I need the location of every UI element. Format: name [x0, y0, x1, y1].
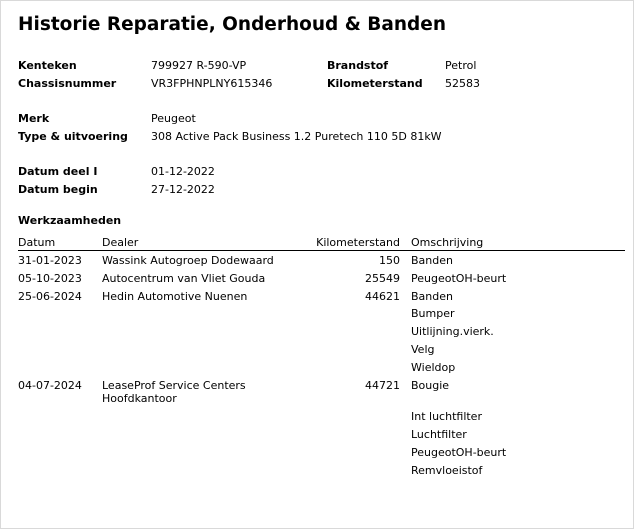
col-header-omschrijving: Omschrijving [411, 236, 484, 249]
row4-item: Luchtfilter [411, 428, 467, 441]
row3-item: Uitlijning.vierk. [411, 325, 494, 338]
row2-dealer: Autocentrum van Vliet Gouda [102, 272, 266, 285]
row3-item: Wieldop [411, 361, 456, 374]
row1-dealer: Wassink Autogroep Dodewaard [102, 254, 274, 267]
brandstof-value: Petrol [445, 59, 477, 72]
row4-km: 44721 [365, 379, 400, 392]
row3-km: 44621 [365, 290, 400, 303]
row3-dealer: Hedin Automotive Nuenen [102, 290, 248, 303]
header-divider [18, 250, 625, 251]
page-title: Historie Reparatie, Onderhoud & Banden [18, 14, 447, 35]
row1-item: Banden [411, 254, 453, 267]
datum-begin-value: 27-12-2022 [151, 183, 215, 196]
row2-datum: 05-10-2023 [18, 272, 82, 285]
kenteken-label: Kenteken [18, 59, 77, 72]
datum-deel-value: 01-12-2022 [151, 165, 215, 178]
col-header-dealer: Dealer [102, 236, 139, 249]
col-header-kilometerstand: Kilometerstand [316, 236, 400, 249]
row4-datum: 04-07-2024 [18, 379, 82, 392]
werkzaamheden-heading: Werkzaamheden [18, 214, 122, 227]
row2-km: 25549 [365, 272, 400, 285]
chassis-label: Chassisnummer [18, 77, 117, 90]
row1-km: 150 [379, 254, 400, 267]
type-value: 308 Active Pack Business 1.2 Puretech 110 5D 81kW [151, 130, 442, 143]
col-header-datum: Datum [18, 236, 56, 249]
row4-dealer-line1: LeaseProf Service Centers [102, 379, 246, 392]
datum-begin-label: Datum begin [18, 183, 98, 196]
kilometerstand-value: 52583 [445, 77, 480, 90]
row1-datum: 31-01-2023 [18, 254, 82, 267]
row4-item: PeugeotOH-beurt [411, 446, 507, 459]
row3-item: Banden [411, 290, 453, 303]
kilometerstand-label: Kilometerstand [327, 77, 423, 90]
kenteken-value: 799927 R-590-VP [151, 59, 247, 72]
type-label: Type & uitvoering [18, 130, 128, 143]
row3-datum: 25-06-2024 [18, 290, 82, 303]
merk-value: Peugeot [151, 112, 196, 125]
row2-item: PeugeotOH-beurt [411, 272, 507, 285]
row4-item: Int luchtfilter [411, 410, 482, 423]
row4-item: Remvloeistof [411, 464, 483, 477]
row4-item: Bougie [411, 379, 450, 392]
row3-item: Bumper [411, 307, 455, 320]
row4-dealer-line2: Hoofdkantoor [102, 392, 177, 405]
brandstof-label: Brandstof [327, 59, 389, 72]
chassis-value: VR3FPHNPLNY615346 [151, 77, 273, 90]
merk-label: Merk [18, 112, 50, 125]
row3-item: Velg [411, 343, 435, 356]
datum-deel-label: Datum deel I [18, 165, 98, 178]
